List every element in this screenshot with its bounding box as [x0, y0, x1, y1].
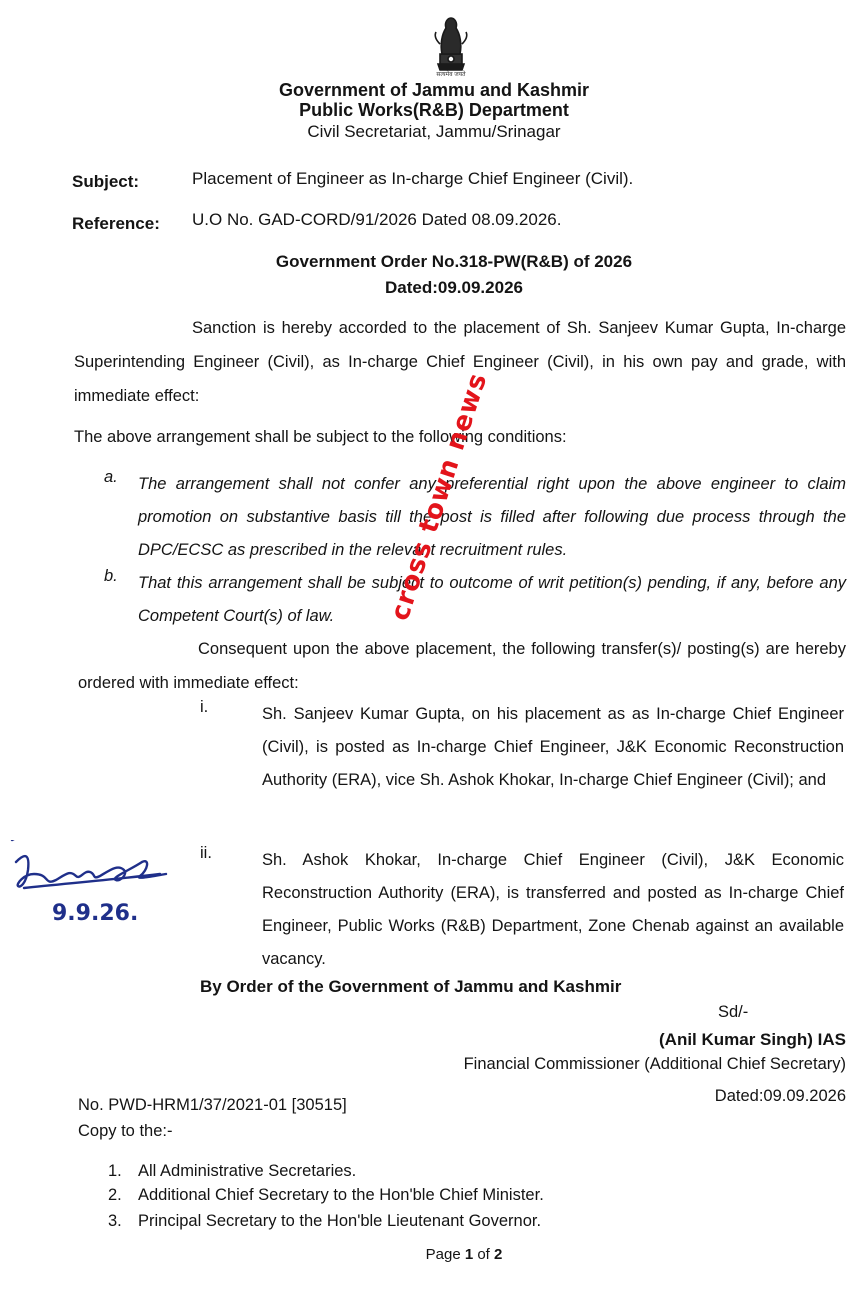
order-date: Dated:09.09.2026	[385, 278, 523, 297]
page-total: 2	[494, 1246, 503, 1263]
item-marker: ii.	[200, 844, 212, 862]
item-marker: i.	[200, 698, 209, 716]
recipient-number: 1.	[108, 1162, 122, 1180]
reference-text: U.O No. GAD-CORD/91/2026 Dated 08.09.2026.	[192, 210, 562, 229]
item-text: Sh. Ashok Khokar, In-charge Chief Engineer (Civil), J&K Economic Reconstruction Authority (ERA), is transferred and posted as In-charge Chief Engineer, Public Works (R&B) Department, Zone Chenab against an available vacancy.	[262, 851, 844, 968]
recipient-text: Additional Chief Secretary to the Hon'ble Chief Minister.	[138, 1186, 544, 1204]
conditions-intro: The above arrangement shall be subject to the following conditions:	[74, 428, 567, 446]
handwritten-initials	[10, 840, 180, 930]
condition-text: The arrangement shall not confer any preferential right upon the above engineer to claim promotion on substantive basis till the post is filled after following due process through the DPC/ECSC as prescribed in the relevant recruitment rules.	[138, 475, 846, 559]
watermark-text: cross town news	[385, 369, 494, 625]
file-number: No. PWD-HRM1/37/2021-01 [30515]	[78, 1096, 347, 1114]
recipient-number: 3.	[108, 1212, 122, 1230]
sanction-paragraph: Sanction is hereby accorded to the placement of Sh. Sanjeev Kumar Gupta, In-charge Superintending Engineer (Civil), as In-charge Chief Engineer (Civil), in his own pay and grade, with immediate effect:	[74, 319, 846, 405]
condition-text: That this arrangement shall be subject to outcome of writ petition(s) pending, if any, before any Competent Court(s) of law.	[138, 574, 846, 625]
department-heading: Public Works(R&B) Department	[299, 100, 569, 120]
signatory-name: (Anil Kumar Singh) IAS	[659, 1030, 846, 1049]
condition-marker: a.	[104, 468, 118, 486]
handwritten-date: 9.9.26.	[52, 901, 139, 926]
recipient-text: Principal Secretary to the Hon'ble Lieutenant Governor.	[138, 1212, 542, 1230]
transfer-paragraph: Consequent upon the above placement, the following transfer(s)/ posting(s) are hereby ordered with immediate effect:	[78, 640, 846, 692]
page-indicator	[0, 1246, 868, 1263]
sd-mark: Sd/-	[718, 1003, 749, 1021]
office-address: Civil Secretariat, Jammu/Srinagar	[307, 122, 561, 141]
page-current: 1	[464, 1246, 474, 1263]
emblem-motto: सत्यमेव जयते	[436, 72, 466, 78]
page-mid: of	[473, 1246, 495, 1263]
reference-label: Reference:	[72, 214, 160, 233]
govt-heading: Government of Jammu and Kashmir	[278, 80, 590, 100]
order-title: Government Order No.318-PW(R&B) of 2026	[275, 252, 633, 271]
recipient-text: All Administrative Secretaries.	[138, 1162, 357, 1180]
signatory-designation: Financial Commissioner (Additional Chief Secretary)	[463, 1055, 846, 1073]
subject-label: Subject:	[72, 172, 140, 191]
recipient-number: 2.	[108, 1186, 122, 1204]
by-order-line: By Order of the Government of Jammu and Kashmir	[200, 977, 622, 996]
signature-date: Dated:09.09.2026	[714, 1087, 846, 1105]
page-prefix: Page	[425, 1246, 465, 1263]
subject-text: Placement of Engineer as In-charge Chief Engineer (Civil).	[192, 169, 634, 188]
item-text: Sh. Sanjeev Kumar Gupta, on his placement as as In-charge Chief Engineer (Civil), is posted as In-charge Chief Engineer, J&K Economic Reconstruction Authority (ERA), vice Sh. Ashok Khokar, In-charge Chief Engineer (Civil); and	[262, 705, 844, 789]
condition-marker: b.	[104, 567, 118, 585]
copy-to-label: Copy to the:-	[78, 1122, 173, 1140]
